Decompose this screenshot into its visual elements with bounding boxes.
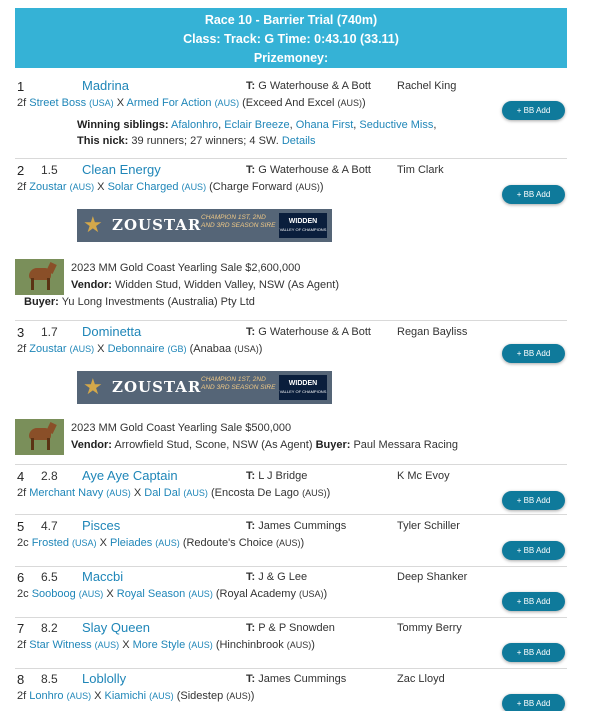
runner-row (15, 517, 567, 567)
race-title: Race 10 - Barrier Trial (740m) (204, 13, 378, 27)
pedigree-line: 2f Star Witness (AUS) X More Style (AUS) (Hinchinbrook (AUS)) (17, 639, 315, 651)
runner-number: 8 (17, 672, 25, 687)
sire-link[interactable]: Merchant Navy (29, 487, 104, 499)
widden-name: WIDDEN (288, 218, 318, 225)
race-results (15, 8, 567, 708)
zoustar-ad-banner[interactable] (77, 371, 332, 404)
jockey-name: Zac Lloyd (397, 673, 445, 685)
sex-age: 2f (17, 639, 27, 651)
damsire-country: (USA) (234, 344, 259, 354)
horse-name-link[interactable]: Slay Queen (82, 620, 150, 635)
trainer (246, 80, 371, 92)
banner-brand: ZOUSTAR (112, 216, 202, 234)
dam-link[interactable]: Dal Dal (144, 487, 181, 499)
sex-age: 2f (17, 343, 27, 355)
trainer-label: T: (246, 673, 256, 685)
dam-country[interactable]: (AUS) (181, 182, 207, 192)
damsire: (Charge Forward (209, 181, 293, 193)
widden-sub: VALLEY OF CHAMPIONS (279, 227, 327, 232)
runner-odds: 2.8 (41, 469, 58, 483)
vendor-line (71, 437, 458, 454)
runner-header-line (15, 77, 567, 95)
pedigree-line: 2f Merchant Navy (AUS) X Dal Dal (AUS) (Encosta De Lago (AUS)) (17, 487, 331, 499)
sire-link[interactable]: Star Witness (29, 639, 92, 651)
dam-country[interactable]: (AUS) (214, 98, 240, 108)
dam-link[interactable]: Kiamichi (104, 690, 147, 702)
runner-odds: 1.5 (41, 163, 58, 177)
sale-info (15, 259, 567, 315)
bb-add-button[interactable]: + BB Add (502, 185, 565, 204)
sex-age: 2f (17, 181, 27, 193)
jockey-name: Tommy Berry (397, 622, 462, 634)
sire-link[interactable]: Zoustar (29, 181, 67, 193)
sire-link[interactable]: Lonhro (29, 690, 64, 702)
jockey-name: K Mc Evoy (397, 470, 450, 482)
dam-link[interactable]: Royal Season (116, 588, 186, 600)
vendor-label: Vendor: (71, 279, 112, 291)
damsire-country: (AUS) (295, 182, 320, 192)
trainer (246, 326, 371, 338)
star-icon: ★ (83, 374, 103, 399)
trainer-name: G Waterhouse & A Bott (258, 326, 371, 338)
bb-add-button[interactable]: + BB Add (502, 491, 565, 510)
race-prizemoney: Prizemoney: (253, 51, 329, 65)
damsire: (Sidestep (176, 690, 224, 702)
trainer (246, 470, 307, 482)
sire-country[interactable]: (AUS) (69, 344, 95, 354)
dam-link[interactable]: Pleiades (110, 537, 153, 549)
trainer (246, 571, 307, 583)
bb-add-button[interactable]: + BB Add (502, 344, 565, 363)
winning-siblings: Winning siblings: Afalonhro, Eclair Breeze, Ohana First, Seductive Miss, (77, 119, 437, 131)
sale-text (71, 420, 458, 454)
buyer-label: Buyer: (24, 296, 59, 308)
runner-number: 3 (17, 325, 25, 340)
vendor-name: Arrowfield Stud, Scone, NSW (As Agent) (114, 439, 313, 451)
pedigree-line: 2c Frosted (USA) X Pleiades (AUS) (Redoute's Choice (AUS)) (17, 537, 305, 549)
trainer (246, 673, 346, 685)
widden-logo (279, 375, 327, 400)
runner-number: 4 (17, 469, 25, 484)
runner-header-line (15, 161, 567, 179)
horse-leg-shape (31, 438, 34, 450)
trainer-label: T: (246, 622, 256, 634)
damsire-country: (AUS) (286, 640, 312, 650)
trainer-label: T: (246, 164, 256, 176)
nick-label: This nick: (77, 135, 129, 147)
sire-link[interactable]: Sooboog (31, 588, 76, 600)
siblings-label: Winning siblings: (77, 119, 169, 131)
horse-name-link[interactable]: Dominetta (82, 324, 142, 339)
sale-line: 2023 MM Gold Coast Yearling Sale $500,000 (71, 422, 292, 434)
horse-photo[interactable] (15, 259, 64, 295)
sibling-link[interactable]: Eclair Breeze (224, 119, 290, 131)
runner-row (15, 619, 567, 669)
runner-number: 6 (17, 570, 25, 585)
trainer-label: T: (246, 326, 256, 338)
sire-country[interactable]: (AUS) (78, 589, 104, 599)
trainer-name: P & P Snowden (258, 622, 335, 634)
trainer (246, 164, 371, 176)
runner-row (15, 670, 567, 711)
runner-row (15, 161, 567, 321)
widden-name: WIDDEN (288, 380, 318, 387)
jockey-name: Tim Clark (397, 164, 444, 176)
widden-logo (279, 213, 327, 238)
trainer-label: T: (246, 80, 256, 92)
runner-row (15, 568, 567, 618)
sibling-link[interactable]: Ohana First (295, 119, 354, 131)
horse-name-link[interactable]: Loblolly (82, 671, 127, 686)
bb-add-button[interactable]: + BB Add (502, 694, 565, 711)
sire-country[interactable]: (AUS) (69, 182, 95, 192)
trainer (246, 520, 346, 532)
damsire: (Redoute's Choice (182, 537, 273, 549)
sex-age: 2f (17, 690, 27, 702)
sire-link[interactable]: Zoustar (29, 343, 67, 355)
sibling-link[interactable]: Seductive Miss (359, 119, 434, 131)
sex-age: 2f (17, 487, 27, 499)
buyer-name: Paul Messara Racing (353, 439, 459, 451)
sibling-link[interactable]: Afalonhro (171, 119, 219, 131)
sale-text (24, 260, 339, 311)
vendor-name: Widden Stud, Widden Valley, NSW (As Agent) (115, 279, 339, 291)
widden-sub: VALLEY OF CHAMPIONS (279, 389, 327, 394)
dam-country[interactable]: (AUS) (155, 538, 180, 548)
sex-age: 2f (17, 97, 27, 109)
sire-country[interactable]: (USA) (89, 98, 114, 108)
jockey-name: Rachel King (397, 80, 457, 92)
damsire: (Royal Academy (215, 588, 296, 600)
buyer-name: Yu Long Investments (Australia) Pty Ltd (61, 296, 255, 308)
race-class-time: Class: Track: G Time: 0:43.10 (33.11) (183, 32, 399, 46)
sire-country[interactable]: (USA) (72, 538, 97, 548)
runner-header-line (15, 670, 567, 688)
jockey-name: Regan Bayliss (397, 326, 468, 338)
horse-name-link[interactable]: Clean Energy (82, 162, 161, 177)
sire-country[interactable]: (AUS) (66, 691, 92, 701)
damsire-country: (AUS) (337, 98, 363, 108)
runner-odds: 6.5 (41, 570, 58, 584)
runner-row (15, 77, 567, 159)
runner-row (15, 323, 567, 465)
horse-name-link[interactable]: Pisces (82, 518, 121, 533)
dam-link[interactable]: Solar Charged (107, 181, 179, 193)
nick-stats (15, 133, 567, 149)
sire-link[interactable]: Street Boss (29, 97, 87, 109)
runner-odds: 8.5 (41, 672, 58, 686)
pedigree-line: 2f Zoustar (AUS) X Debonnaire (GB) (Anabaa (USA)) (17, 343, 263, 355)
trainer-label: T: (246, 571, 256, 583)
damsire: (Hinchinbrook (215, 639, 284, 651)
race-header (15, 8, 567, 68)
dam-country[interactable]: (AUS) (188, 640, 213, 650)
horse-head-shape (46, 262, 57, 274)
pedigree-line: 2f Zoustar (AUS) X Solar Charged (AUS) (Charge Forward (AUS)) (17, 181, 324, 193)
vendor-line (71, 277, 339, 294)
bb-add-button[interactable]: + BB Add (502, 101, 565, 120)
jockey-name: Tyler Schiller (397, 520, 460, 532)
nick-text: 39 runners; 27 winners; 4 SW. (131, 135, 279, 147)
runner-row (15, 467, 567, 515)
banner-brand: ZOUSTAR (112, 378, 202, 396)
runner-header-line (15, 619, 567, 637)
damsire-country: (USA) (299, 589, 324, 599)
damsire-country: (AUS) (276, 538, 301, 548)
horse-leg-shape (47, 438, 50, 450)
nick-details-link[interactable]: Details (281, 135, 316, 147)
dam-link[interactable]: Armed For Action (126, 97, 212, 109)
zoustar-ad-banner[interactable] (77, 209, 332, 242)
trainer-name: James Cummings (258, 673, 347, 685)
bb-add-button[interactable]: + BB Add (502, 643, 565, 662)
sale-line: 2023 MM Gold Coast Yearling Sale $2,600,000 (71, 262, 301, 274)
banner-tagline: CHAMPION 1ST, 2ND AND 3RD SEASON SIRE (201, 214, 276, 229)
trainer-name: James Cummings (258, 520, 347, 532)
runner-header-line (15, 323, 567, 341)
dam-link[interactable]: Debonnaire (107, 343, 165, 355)
buyer-label: Buyer: (315, 439, 351, 451)
pedigree-line: 2c Sooboog (AUS) X Royal Season (AUS) (Royal Academy (USA)) (17, 588, 328, 600)
horse-name-link[interactable]: Aye Aye Captain (82, 468, 178, 483)
sire-link[interactable]: Frosted (31, 537, 69, 549)
buyer-line (24, 294, 339, 311)
horse-leg-shape (47, 278, 50, 290)
runner-number: 7 (17, 621, 25, 636)
horse-name-link[interactable]: Madrina (82, 78, 129, 93)
horse-name-link[interactable]: Maccbi (82, 569, 124, 584)
jockey-name: Deep Shanker (397, 571, 468, 583)
runner-odds: 4.7 (41, 519, 58, 533)
horse-head-shape (46, 422, 57, 434)
bb-add-button[interactable]: + BB Add (502, 541, 565, 560)
dam-country[interactable]: (AUS) (183, 488, 208, 498)
damsire-country: (AUS) (302, 488, 327, 498)
vendor-label: Vendor: (71, 439, 112, 451)
runner-odds: 8.2 (41, 621, 58, 635)
runner-number: 2 (17, 163, 25, 178)
pedigree-line: 2f Lonhro (AUS) X Kiamichi (AUS) (Sidestep (AUS)) (17, 690, 255, 702)
banner-tagline: CHAMPION 1ST, 2ND AND 3RD SEASON SIRE (201, 376, 276, 391)
horse-photo[interactable] (15, 419, 64, 455)
runner-header-line (15, 568, 567, 586)
horse-leg-shape (31, 278, 34, 290)
runner-number: 1 (17, 79, 25, 94)
runner-header-line (15, 467, 567, 485)
sire-country[interactable]: (AUS) (94, 640, 120, 650)
runner-odds: 1.7 (41, 325, 58, 339)
damsire: (Encosta De Lago (210, 487, 300, 499)
star-icon: ★ (83, 212, 103, 237)
sire-country[interactable]: (AUS) (106, 488, 131, 498)
dam-country[interactable]: (AUS) (149, 691, 174, 701)
bb-add-button[interactable]: + BB Add (502, 592, 565, 611)
trainer-name: J & G Lee (258, 571, 308, 583)
trainer-label: T: (246, 470, 256, 482)
dam-link[interactable]: More Style (132, 639, 186, 651)
dam-country[interactable]: (AUS) (188, 589, 213, 599)
runner-number: 5 (17, 519, 25, 534)
sex-age: 2c (17, 588, 29, 600)
trainer-name: G Waterhouse & A Bott (258, 80, 371, 92)
trainer-name: G Waterhouse & A Bott (258, 164, 371, 176)
runner-header-line (15, 517, 567, 535)
trainer-label: T: (246, 520, 256, 532)
dam-country[interactable]: (GB) (167, 344, 187, 354)
damsire: (Anabaa (189, 343, 232, 355)
damsire: (Exceed And Excel (242, 97, 335, 109)
trainer (246, 622, 335, 634)
trainer-name: L J Bridge (258, 470, 308, 482)
sex-age: 2c (17, 537, 29, 549)
damsire-country: (AUS) (226, 691, 251, 701)
pedigree-line: 2f Street Boss (USA) X Armed For Action (AUS) (Exceed And Excel (AUS)) (17, 97, 366, 109)
